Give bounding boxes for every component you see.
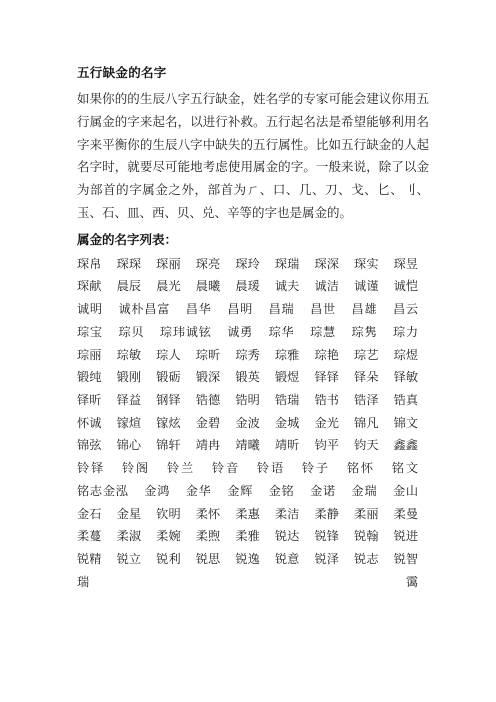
name-list-item: 锐逸 <box>235 551 260 566</box>
name-list-item: 锐立 <box>116 551 142 566</box>
name-list-item: 金铭 <box>268 483 295 498</box>
name-list-item: 琮人 <box>156 347 181 362</box>
name-list-item: 琛玲 <box>235 256 260 271</box>
name-list-item: 琛丽 <box>156 256 181 271</box>
document-title: 五行缺金的名字 <box>77 65 167 80</box>
name-list-item: 锆泽 <box>354 393 379 407</box>
name-list-item: 瑞霭 <box>77 574 418 589</box>
name-list-item: 琛实 <box>354 256 379 271</box>
name-list-item: 昌瑞 <box>268 302 295 317</box>
name-list-item: 锆真 <box>393 393 419 407</box>
name-list-item: 琛献 <box>77 279 102 294</box>
name-list-item: 靖冉 <box>195 438 221 453</box>
name-list-item: 锦轩 <box>156 438 181 453</box>
name-list-item: 锐利 <box>156 551 181 566</box>
name-list-item: 锦文 <box>393 415 419 430</box>
name-list-item: 靖曦 <box>235 438 260 453</box>
name-list-item: 铭志金泓 <box>77 483 129 498</box>
intro-paragraph: 如果你的的生辰八字五行缺金，姓名学的专家可能会建议你用五行属金的字来起名，以进行补救。五行起名法是希望能够利用名字来平衡你的生辰八字中缺失的五行属性。比如五行缺金的人起名字时，就要尽可能地考虑使用属金的字。一般来说，除了以金为部首的字属金之外，部首为ㄏ、口、几、刀、戈、匕、刂、玉、石、皿、西、贝、兑、辛等的字也是属金的。 <box>77 91 429 220</box>
name-list-item: 柔丽 <box>354 506 379 521</box>
name-list-item: 锦凡 <box>354 415 379 430</box>
name-list-item: 晨瑗 <box>235 279 260 294</box>
name-list-item: 琛亮 <box>195 256 221 271</box>
name-list-item: 镓煊 <box>116 415 142 430</box>
document-body <box>77 64 429 593</box>
name-list <box>77 253 429 594</box>
name-list-item: 金光 <box>314 415 340 430</box>
name-list-item: 诚朴昌富 <box>118 302 171 317</box>
name-list-item: 锐锋 <box>314 529 340 544</box>
name-list-item: 昌明 <box>227 302 254 317</box>
name-list-item: 诚谨 <box>354 279 379 294</box>
name-list-heading: 属金的名字列表： <box>77 231 178 247</box>
name-list-item: 琮玮诚铉 <box>159 324 212 339</box>
name-list-item: 锆瑞 <box>274 393 300 407</box>
name-list-item: 琮宝 <box>77 324 103 339</box>
name-list-item: 琛帛 <box>77 256 102 271</box>
name-list-item: 柔蔓 <box>77 529 102 544</box>
name-list-item: 镓炫 <box>156 415 181 430</box>
name-list-item: 琮艺 <box>354 347 379 362</box>
name-list-item: 琛深 <box>314 256 340 271</box>
name-list-item: 琮秀 <box>235 347 260 362</box>
name-list-item: 柔怀 <box>195 506 221 521</box>
name-list-item: 锐精 <box>77 551 102 566</box>
name-list-item: 锆明 <box>235 393 260 407</box>
name-list-item: 金辉 <box>227 483 254 498</box>
name-list-item: 铎朵 <box>354 370 379 385</box>
name-list-item: 诚勇 <box>227 324 254 339</box>
name-list-item: 昌世 <box>310 302 336 317</box>
name-list-item: 晨曦 <box>195 279 221 294</box>
name-list-item: 琮丽 <box>77 347 102 362</box>
name-list-item: 琮隽 <box>351 324 378 339</box>
name-list-item: 昌雄 <box>351 302 378 317</box>
name-list-item: 锻砺 <box>156 370 181 385</box>
name-list-item: 锐进 <box>393 529 419 544</box>
name-list-item: 铎昕 <box>77 393 102 407</box>
name-list-item: 靖昕 <box>274 438 300 453</box>
name-list-item: 锻纯 <box>77 370 102 385</box>
name-list-item: 金石 <box>77 506 102 521</box>
name-list-item: 琛琛 <box>116 256 142 271</box>
name-list-item: 钧天 <box>354 438 379 453</box>
name-list-item: 琮力 <box>393 324 419 339</box>
name-list-item: 锐翰 <box>354 529 379 544</box>
name-list-item: 钧平 <box>314 438 340 453</box>
name-list-item: 琮华 <box>268 324 295 339</box>
name-list-item: 钦明 <box>156 506 181 521</box>
name-list-item: 铃兰 <box>166 461 196 476</box>
name-list-item: 铃阁 <box>121 461 151 476</box>
name-list-item: 铎益 <box>116 393 142 407</box>
name-list-item: 铃语 <box>256 461 286 476</box>
name-list-item: 昌华 <box>185 302 212 317</box>
name-list-item: 锻刚 <box>116 370 142 385</box>
name-list-item: 琮煜 <box>393 347 419 362</box>
name-list-item: 金山 <box>393 483 419 498</box>
name-list-item: 琮慧 <box>310 324 336 339</box>
name-list-item: 晨光 <box>156 279 181 294</box>
name-list-item: 柔静 <box>314 506 340 521</box>
name-list-item: 琮贝 <box>118 324 145 339</box>
name-list-item: 铎铎 <box>314 370 340 385</box>
name-list-item: 锻英 <box>235 370 260 385</box>
name-list-item: 锆德 <box>195 393 221 407</box>
name-list-item: 琮敏 <box>116 347 142 362</box>
name-list-item: 诚夫 <box>274 279 300 294</box>
name-list-item: 金波 <box>235 415 260 430</box>
name-list-item: 柔淑 <box>116 529 142 544</box>
name-list-item: 诚洁 <box>314 279 340 294</box>
name-list-item: 锐意 <box>274 551 300 566</box>
name-list-item: 昌云 <box>393 302 419 317</box>
name-list-item: 锐智 <box>393 551 419 566</box>
name-list-item: 锐泽 <box>314 551 340 566</box>
name-list-item: 锐志 <box>354 551 379 566</box>
name-list-item: 铭文 <box>391 461 419 476</box>
name-list-item: 琛瑞 <box>274 256 300 271</box>
name-list-item: 琮艳 <box>314 347 340 362</box>
name-list-item: 锦弦 <box>77 438 102 453</box>
name-list-item: 钢铎 <box>156 393 181 407</box>
name-list-item: 柔婉 <box>156 529 181 544</box>
name-list-item: 金鸿 <box>144 483 171 498</box>
name-list-item: 怀诚 <box>77 415 102 430</box>
name-list-item: 铃铎 <box>77 461 106 476</box>
name-list-item: 锻深 <box>195 370 221 385</box>
name-list-item: 柔惠 <box>235 506 260 521</box>
name-list-item: 锻煜 <box>274 370 300 385</box>
name-list-item: 琛昱 <box>393 256 419 271</box>
name-list-item: 铎敏 <box>393 370 419 385</box>
name-list-item: 锐达 <box>274 529 300 544</box>
name-list-item: 铭怀 <box>346 461 375 476</box>
name-list-item: 琮雅 <box>274 347 300 362</box>
name-list-item: 琮昕 <box>195 347 221 362</box>
name-list-item: 金诺 <box>310 483 336 498</box>
name-list-item: 柔洁 <box>274 506 300 521</box>
name-list-item: 金城 <box>274 415 300 430</box>
name-list-item: 金碧 <box>195 415 221 430</box>
name-list-item: 锆书 <box>314 393 340 407</box>
name-list-item: 鑫鑫 <box>393 438 419 453</box>
name-list-item: 金星 <box>116 506 142 521</box>
name-list-item: 诚恺 <box>393 279 419 294</box>
name-list-item: 金瑞 <box>351 483 378 498</box>
name-list-item: 锦心 <box>116 438 142 453</box>
name-list-item: 锐思 <box>195 551 221 566</box>
name-list-item: 诚明 <box>77 302 103 317</box>
name-list-item: 铃子 <box>301 461 331 476</box>
name-list-item: 柔煦 <box>195 529 221 544</box>
name-list-item: 金华 <box>185 483 212 498</box>
name-list-item: 铃音 <box>211 461 241 476</box>
name-list-item: 晨辰 <box>116 279 142 294</box>
name-list-item: 柔曼 <box>393 506 419 521</box>
name-list-item: 柔雅 <box>235 529 260 544</box>
